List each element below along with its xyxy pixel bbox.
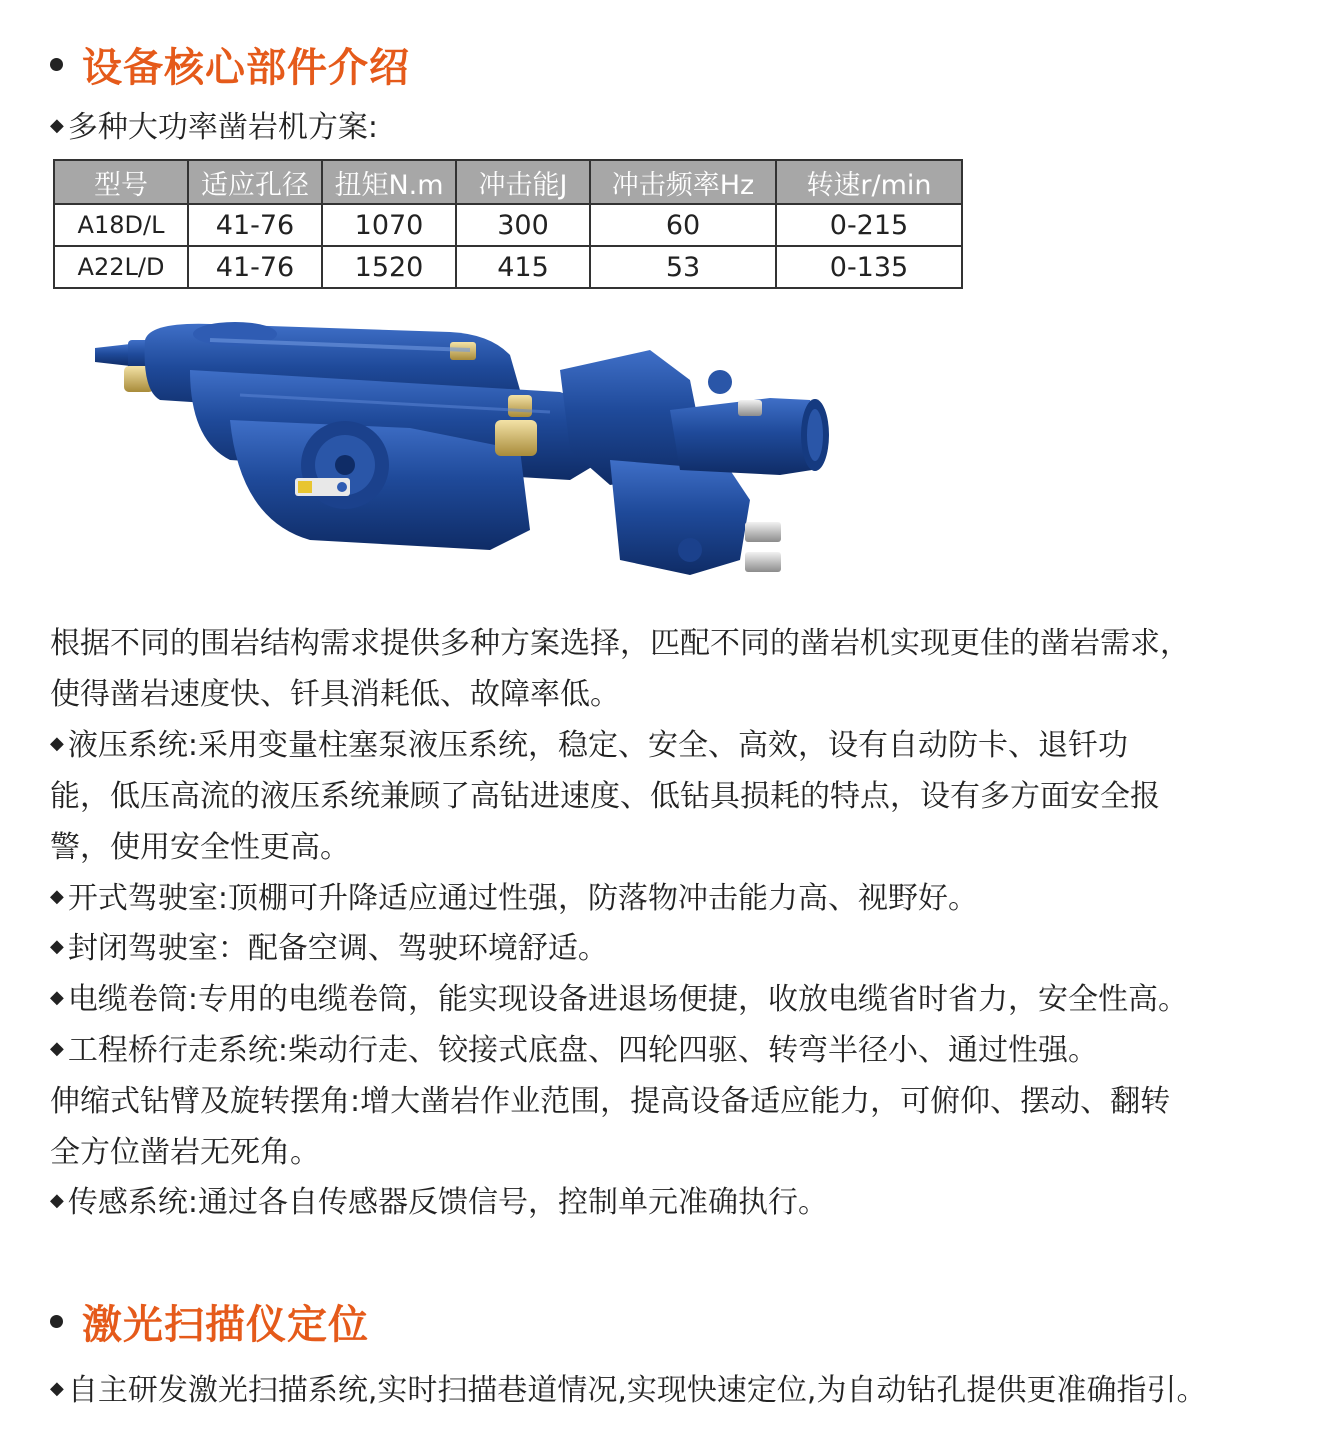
paragraph-line: 能，低压高流的液压系统兼顾了高钻进速度、低钻具损耗的特点，设有多方面安全报 [50, 779, 1160, 814]
cell-hole-diameter: 41-76 [188, 246, 322, 288]
list-item-text: 自主研发激光扫描系统,实时扫描巷道情况,实现快速定位,为自动钻孔提供更准确指引。 [67, 1373, 1207, 1408]
header-impact-frequency: 冲击频率Hz [590, 160, 776, 204]
table-row [54, 246, 962, 288]
header-rotation-speed: 转速r/min [776, 160, 962, 204]
diamond-bullet-icon: ◆ [50, 1189, 64, 1211]
table-row [54, 204, 962, 246]
paragraph-line: 使得凿岩速度快、钎具消耗低、故障率低。 [50, 677, 620, 712]
section-title: 激光扫描仪定位 [82, 1302, 369, 1348]
subtitle-line [50, 111, 378, 146]
rock-drill-image [90, 300, 840, 590]
section-title: 设备核心部件介绍 [82, 45, 410, 91]
list-item-sensor [50, 1186, 828, 1221]
cell-model: A18D/L [54, 204, 188, 246]
cell-hole-diameter: 41-76 [188, 204, 322, 246]
list-item-bridge [50, 1034, 1098, 1069]
list-item-open-cab [50, 882, 978, 917]
list-item-text: 工程桥行走系统:柴动行走、铰接式底盘、四轮四驱、转弯半径小、通过性强。 [67, 1033, 1098, 1068]
paragraph-line: 警，使用安全性更高。 [50, 830, 350, 865]
diamond-bullet-icon: ◆ [50, 986, 64, 1008]
cell-torque: 1520 [322, 246, 456, 288]
header-hole-diameter: 适应孔径 [188, 160, 322, 204]
list-item-closed-cab [50, 932, 608, 967]
list-item-text: 封闭驾驶室：配备空调、驾驶环境舒适。 [67, 931, 608, 966]
diamond-bullet-icon: ◆ [50, 935, 64, 957]
list-item-text: 液压系统:采用变量柱塞泵液压系统，稳定、安全、高效，设有自动防卡、退钎功 [67, 728, 1128, 763]
cell-model: A22L/D [54, 246, 188, 288]
cell-rotation-speed: 0-135 [776, 246, 962, 288]
diamond-bullet-icon: ◆ [50, 114, 64, 136]
cell-impact-energy: 300 [456, 204, 590, 246]
table-header-row [54, 160, 962, 204]
cell-rotation-speed: 0-215 [776, 204, 962, 246]
list-item-cable-reel [50, 983, 1188, 1018]
diamond-bullet-icon: ◆ [50, 1037, 64, 1059]
paragraph-line: 伸缩式钻臂及旋转摆角:增大凿岩作业范围，提高设备适应能力，可俯仰、摆动、翻转 [50, 1084, 1171, 1119]
list-item-text: 开式驾驶室:顶棚可升降适应通过性强，防落物冲击能力高、视野好。 [67, 881, 978, 916]
paragraph-line: 根据不同的围岩结构需求提供多种方案选择，匹配不同的凿岩机实现更佳的凿岩需求， [50, 626, 1190, 661]
diamond-bullet-icon: ◆ [50, 732, 64, 754]
cell-impact-frequency: 53 [590, 246, 776, 288]
list-item-text: 电缆卷筒:专用的电缆卷筒，能实现设备进退场便捷，收放电缆省时省力，安全性高。 [67, 982, 1188, 1017]
list-item-text: 传感系统:通过各自传感器反馈信号，控制单元准确执行。 [67, 1185, 828, 1220]
cell-impact-energy: 415 [456, 246, 590, 288]
bullet-dot-icon [50, 1315, 63, 1328]
rock-drill-illustration [90, 300, 840, 590]
paragraph-line: 全方位凿岩无死角。 [50, 1135, 320, 1170]
bullet-dot-icon [50, 58, 63, 71]
section-heading-core-parts [50, 36, 410, 93]
header-torque: 扭矩N.m [322, 160, 456, 204]
rock-drill-specs-table [53, 159, 963, 289]
subtitle-text: 多种大功率凿岩机方案: [67, 110, 378, 145]
list-item-hydraulic [50, 729, 1128, 764]
header-model: 型号 [54, 160, 188, 204]
section-heading-laser-scanner [50, 1293, 369, 1350]
cell-impact-frequency: 60 [590, 204, 776, 246]
diamond-bullet-icon: ◆ [50, 1377, 64, 1399]
cell-torque: 1070 [322, 204, 456, 246]
list-item-laser [50, 1374, 1206, 1409]
header-impact-energy: 冲击能J [456, 160, 590, 204]
diamond-bullet-icon: ◆ [50, 885, 64, 907]
